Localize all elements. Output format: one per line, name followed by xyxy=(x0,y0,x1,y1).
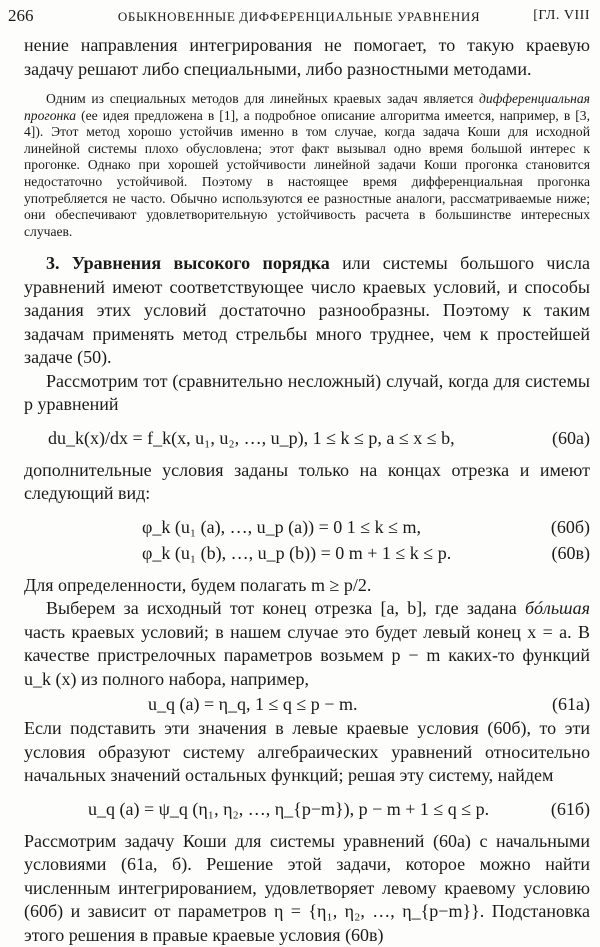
italic-term: бóльшая xyxy=(524,598,590,619)
paragraph-choose-end xyxy=(24,597,590,691)
equation-60a xyxy=(24,425,590,451)
page-number: 266 xyxy=(8,6,34,25)
section-3-paragraph xyxy=(24,252,590,370)
equation-number: (60а) xyxy=(552,427,590,448)
text-run: Одним из специальных методов для линейных краевых задач является xyxy=(46,91,480,106)
text-run: или системы большого числа уравнений имеют соответствующее число краевых условий, и способы задания этих условий достаточно разнообразны. Поэтому к таким задачам применять метод стрельбы много труднее, чем к простейшей задаче (50). xyxy=(24,253,590,368)
equation-61b xyxy=(24,796,590,822)
equation-formula: du_k(x)/dx = f_k(x, u₁, u₂, …, u_p), 1 ≤ k ≤ p, a ≤ x ≤ b, xyxy=(48,427,455,448)
paragraph-cauchy: Рассмотрим задачу Коши для системы уравнений (60а) с начальными условиями (61а, б). Решение этой задачи, которое можно найти численным интегрированием, удовлетворяет левому краевому условию (60б) и зависит от параметров η = {η₁, η₂, …, η_{p−m}}. Подстановка этого решения в правые краевые условия (60в) xyxy=(24,830,590,945)
paragraph-definiteness: Для определенности, будем полагать m ≥ p/2. xyxy=(24,574,372,595)
paragraph-conditions: дополнительные условия заданы только на концах отрезка и имеют следующий вид: xyxy=(24,459,590,504)
equation-formula: u_q (a) = ψ_q (η₁, η₂, …, η_{p−m}), p − m + 1 ≤ q ≤ p. xyxy=(88,798,490,819)
paragraph-substitute: Если подставить эти значения в левые краевые условия (60б), то эти условия образуют систему алгебраических уравнений относительно начальных значений остальных функций; решая эту систему, найдем xyxy=(24,718,590,786)
paragraph-system-intro: Рассмотрим тот (сравнительно несложный) случай, когда для системы p уравнений xyxy=(24,370,590,415)
text-run: часть краевых условий; в нашем случае это будет левый конец x = a. В качестве пристрелочных параметров возьмем p − m каких-то функций u_k (x) из полного набора, например, xyxy=(24,621,590,689)
text-body xyxy=(24,34,590,947)
equation-number: (60б) xyxy=(550,516,590,537)
equation-formula: φ_k (u₁ (a), …, u_p (a)) = 0 1 ≤ k ≤ m, xyxy=(142,516,422,537)
paragraph-continuation: нение направления интегрирования не помогает, то такую краевую задачу решают либо специальными, либо разностными методами. xyxy=(24,35,590,79)
equation-formula: φ_k (u₁ (b), …, u_p (b)) = 0 m + 1 ≤ k ≤ p. xyxy=(142,542,452,563)
paragraph-small-print xyxy=(24,91,590,240)
text-run: (ее идея предложена в [1], а подробное описание алгоритма имеется, например, в [3, 4]). Этот метод хорошо устойчив именно в том случае, когда задача Коши для исходной линейной системы плохо обусловлена; этот факт вызывал одно время большой интерес к прогонке. Однако при хорошей устойчивости линейной задачи Коши прогонка становится недостаточно устойчивой. Поэтому в настоящее время дифференциальная прогонка употребляется не часто. Обычно используются ее разностные аналоги, рассматриваемые ниже; они обеспечивают удовлетворительную устойчивость расчета в большинстве интересных случаев. xyxy=(24,107,590,239)
italic-term: дифференциальная прогонка xyxy=(24,91,590,123)
equation-60v xyxy=(24,540,590,566)
equation-number: (61а) xyxy=(552,694,590,715)
equation-number: (60в) xyxy=(551,542,590,563)
equation-60b xyxy=(24,514,590,540)
section-heading: 3. Уравнения высокого порядка xyxy=(46,253,330,274)
running-header xyxy=(8,6,590,26)
text-run: Выберем за исходный тот конец отрезка [a, b], где задана xyxy=(46,598,525,619)
equation-61a xyxy=(24,691,590,717)
equation-number: (61б) xyxy=(550,798,590,819)
chapter-label: [ГЛ. VIII xyxy=(533,8,590,23)
running-title: ОБЫКНОВЕННЫЕ ДИФФЕРЕНЦИАЛЬНЫЕ УРАВНЕНИЯ xyxy=(117,9,481,24)
equation-formula: u_q (a) = η_q, 1 ≤ q ≤ p − m. xyxy=(148,694,358,715)
